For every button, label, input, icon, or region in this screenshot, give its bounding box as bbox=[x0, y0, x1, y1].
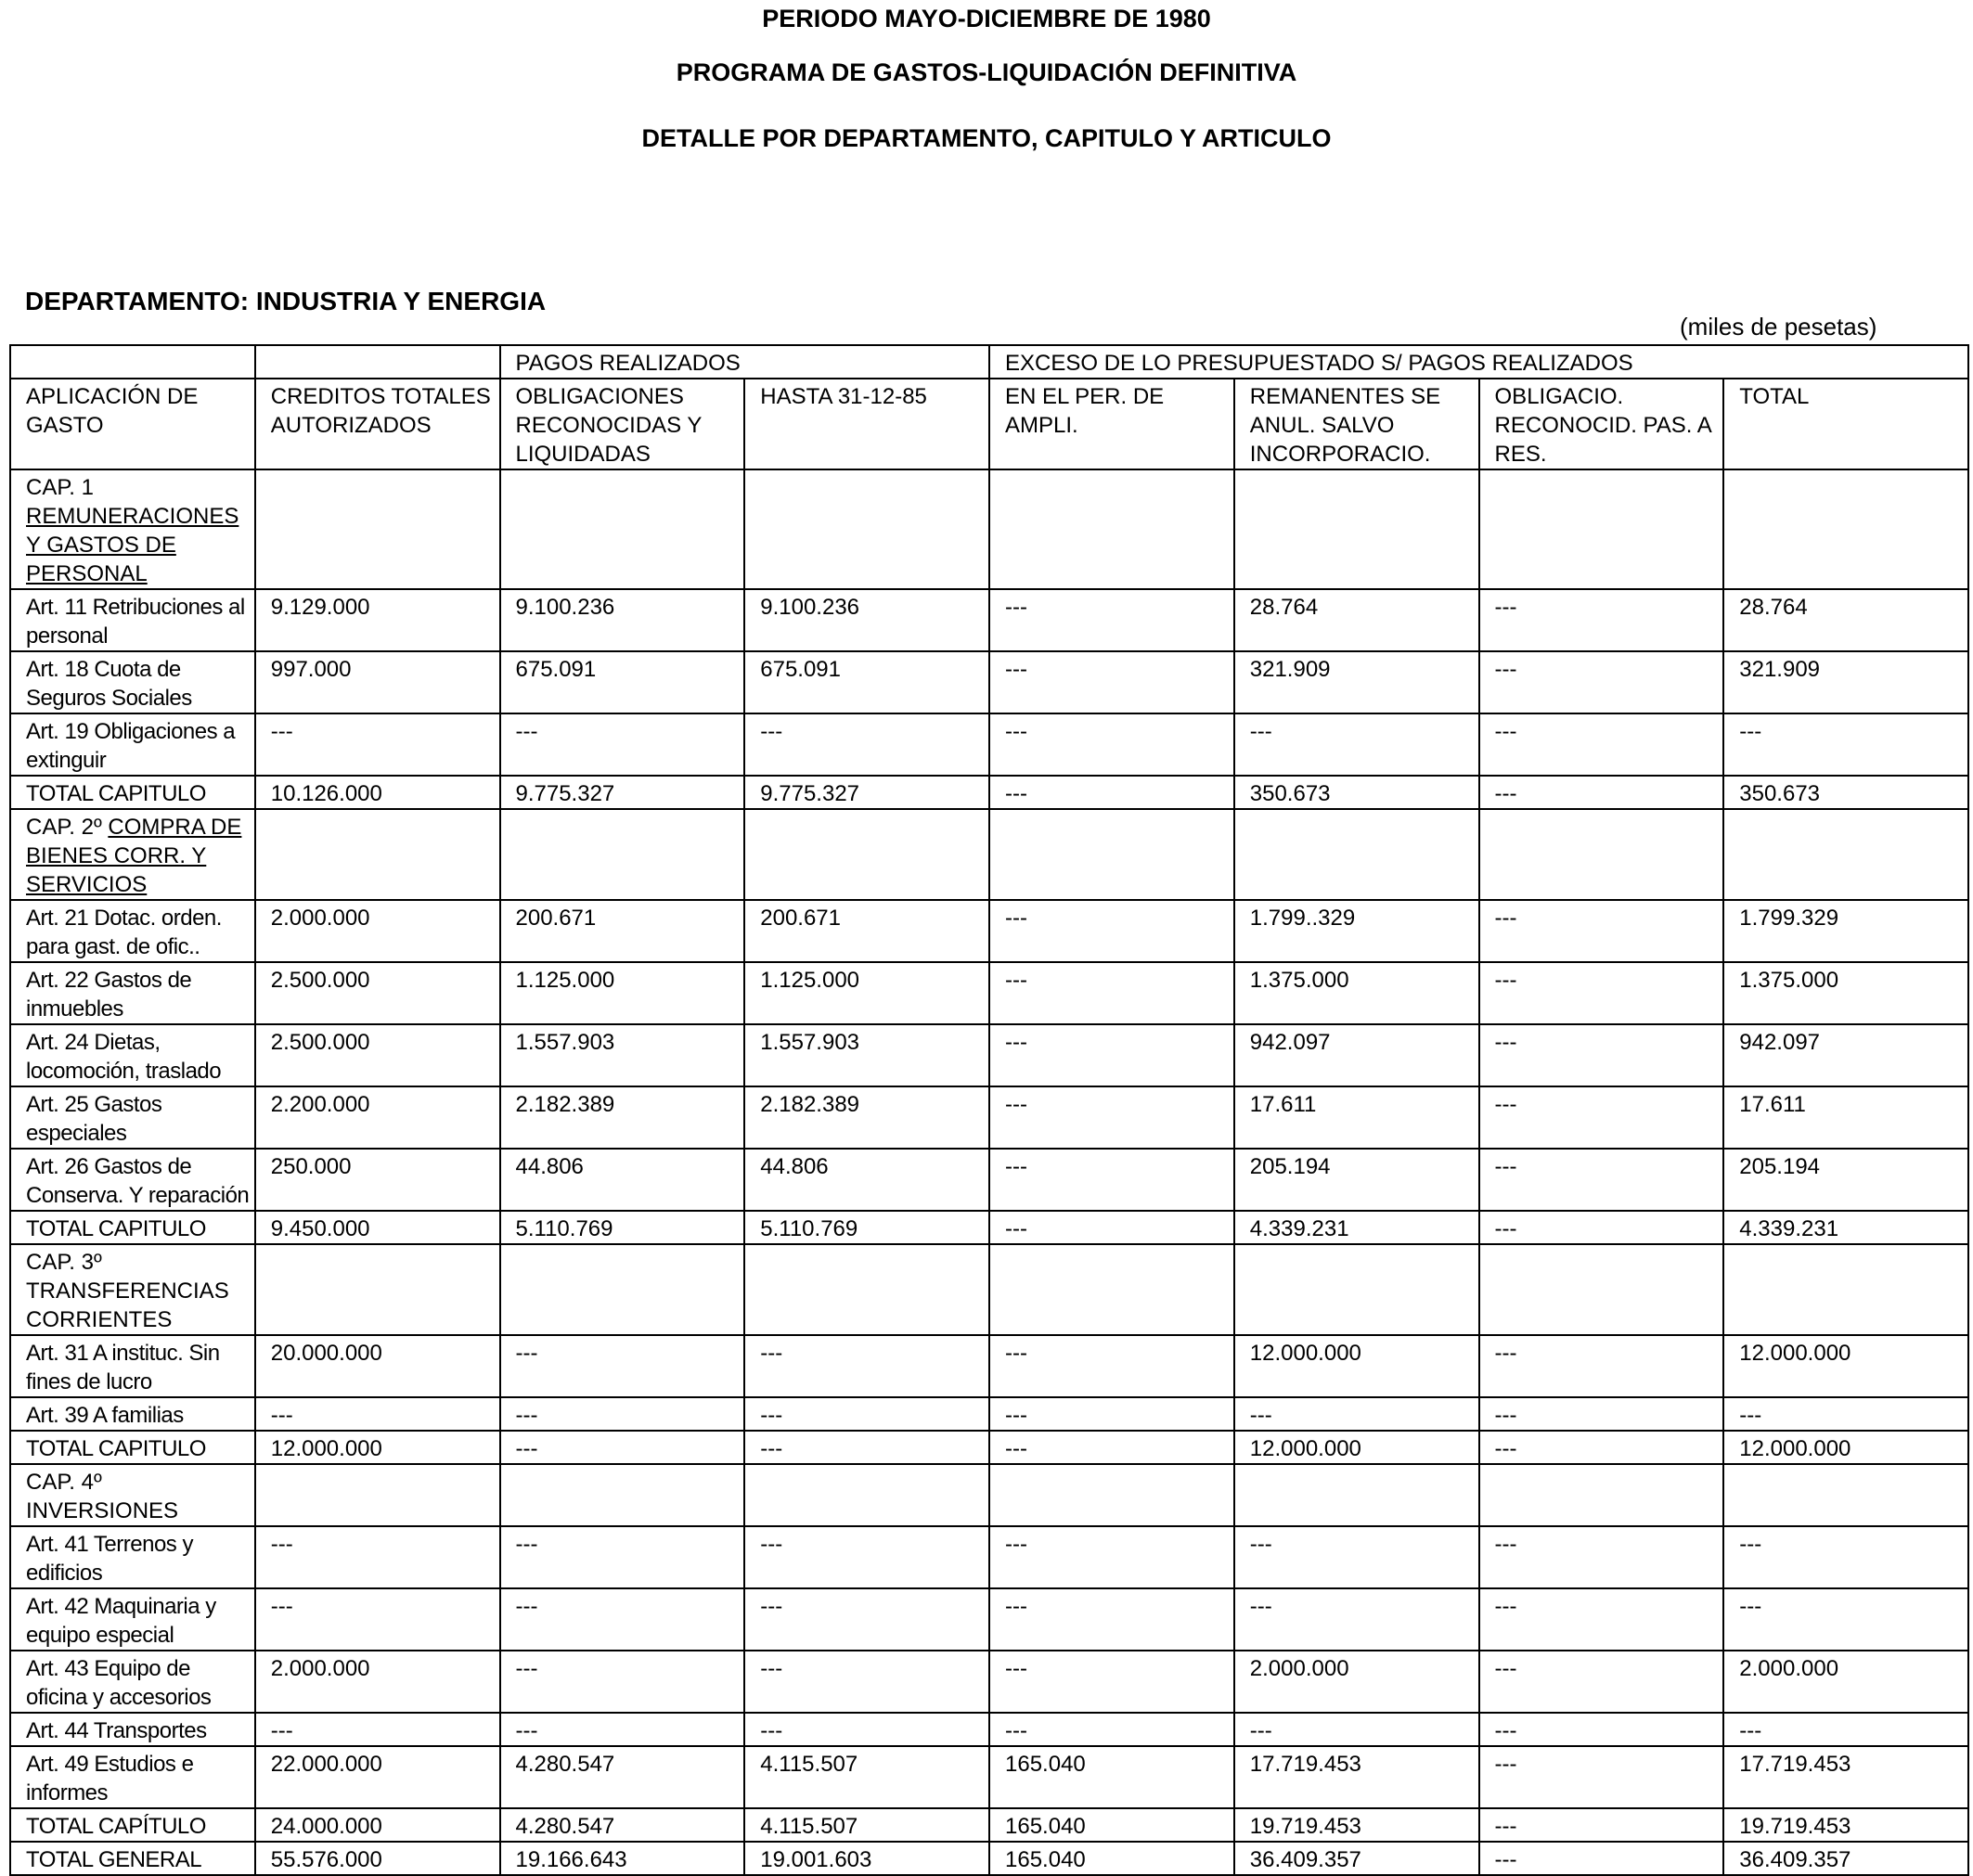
row-label: Art. 39 A familias bbox=[10, 1397, 255, 1431]
empty-cell bbox=[1234, 809, 1479, 900]
article-row bbox=[10, 1588, 1968, 1651]
row-label: TOTAL CAPÍTULO bbox=[10, 1808, 255, 1842]
value-cell: --- bbox=[1479, 1588, 1724, 1651]
value-cell: 2.000.000 bbox=[255, 900, 500, 962]
value-cell: 1.375.000 bbox=[1234, 962, 1479, 1024]
empty-cell bbox=[1234, 1244, 1479, 1335]
value-cell: 36.409.357 bbox=[1723, 1842, 1968, 1875]
value-cell: 19.719.453 bbox=[1723, 1808, 1968, 1842]
chapter-row bbox=[10, 1464, 1968, 1526]
value-cell: --- bbox=[1479, 1713, 1724, 1746]
value-cell: --- bbox=[744, 1713, 989, 1746]
value-cell: --- bbox=[1479, 651, 1724, 713]
value-cell: --- bbox=[1479, 776, 1724, 809]
value-cell: --- bbox=[744, 713, 989, 776]
value-cell: --- bbox=[989, 1211, 1234, 1244]
article-row bbox=[10, 1713, 1968, 1746]
column-header: APLICACIÓN DE GASTO bbox=[10, 379, 255, 469]
value-cell: --- bbox=[1479, 1086, 1724, 1149]
value-cell: --- bbox=[744, 1397, 989, 1431]
value-cell: 321.909 bbox=[1723, 651, 1968, 713]
row-label: Art. 49 Estudios e informes bbox=[10, 1746, 255, 1808]
empty-cell bbox=[1234, 1464, 1479, 1526]
article-row bbox=[10, 1397, 1968, 1431]
chapter-title: COMPRA DE BIENES CORR. Y SERVICIOS bbox=[26, 815, 242, 897]
value-cell: --- bbox=[989, 651, 1234, 713]
value-cell: --- bbox=[500, 713, 745, 776]
value-cell: --- bbox=[1479, 1808, 1724, 1842]
value-cell: 9.775.327 bbox=[744, 776, 989, 809]
row-label: TOTAL CAPITULO bbox=[10, 776, 255, 809]
value-cell: 2.000.000 bbox=[1234, 1651, 1479, 1713]
value-cell: --- bbox=[989, 589, 1234, 651]
value-cell: --- bbox=[1479, 1149, 1724, 1211]
chapter-title: TRANSFERENCIAS CORRIENTES bbox=[26, 1279, 229, 1332]
empty-cell bbox=[1723, 469, 1968, 589]
total-row bbox=[10, 776, 1968, 809]
value-cell: --- bbox=[255, 1588, 500, 1651]
empty-cell bbox=[744, 809, 989, 900]
value-cell: --- bbox=[1479, 713, 1724, 776]
value-cell: 350.673 bbox=[1234, 776, 1479, 809]
value-cell: 12.000.000 bbox=[1234, 1431, 1479, 1464]
group-header-empty bbox=[255, 345, 500, 379]
value-cell: 2.182.389 bbox=[500, 1086, 745, 1149]
value-cell: 2.500.000 bbox=[255, 1024, 500, 1086]
value-cell: 2.182.389 bbox=[744, 1086, 989, 1149]
empty-cell bbox=[744, 1464, 989, 1526]
value-cell: 350.673 bbox=[1723, 776, 1968, 809]
article-row bbox=[10, 1651, 1968, 1713]
row-label: TOTAL CAPITULO bbox=[10, 1211, 255, 1244]
empty-cell bbox=[989, 469, 1234, 589]
value-cell: 165.040 bbox=[989, 1842, 1234, 1875]
value-cell: --- bbox=[500, 1588, 745, 1651]
empty-cell bbox=[989, 1244, 1234, 1335]
row-label: Art. 41 Terrenos y edificios bbox=[10, 1526, 255, 1588]
value-cell: --- bbox=[1479, 962, 1724, 1024]
value-cell: 675.091 bbox=[500, 651, 745, 713]
article-row bbox=[10, 962, 1968, 1024]
group-header-row bbox=[10, 345, 1968, 379]
value-cell: 17.611 bbox=[1234, 1086, 1479, 1149]
value-cell: 997.000 bbox=[255, 651, 500, 713]
value-cell: 28.764 bbox=[1234, 589, 1479, 651]
empty-cell bbox=[1479, 1464, 1724, 1526]
value-cell: --- bbox=[1234, 1526, 1479, 1588]
value-cell: 4.115.507 bbox=[744, 1808, 989, 1842]
value-cell: --- bbox=[1723, 1588, 1968, 1651]
value-cell: 165.040 bbox=[989, 1746, 1234, 1808]
row-label: Art. 24 Dietas, locomoción, traslado bbox=[10, 1024, 255, 1086]
value-cell: 675.091 bbox=[744, 651, 989, 713]
value-cell: --- bbox=[744, 1431, 989, 1464]
value-cell: --- bbox=[989, 1588, 1234, 1651]
value-cell: 12.000.000 bbox=[1723, 1335, 1968, 1397]
value-cell: 205.194 bbox=[1723, 1149, 1968, 1211]
value-cell: 9.450.000 bbox=[255, 1211, 500, 1244]
value-cell: 200.671 bbox=[500, 900, 745, 962]
value-cell: 1.557.903 bbox=[744, 1024, 989, 1086]
row-label: Art. 19 Obligaciones a extinguir bbox=[10, 713, 255, 776]
row-label: TOTAL CAPITULO bbox=[10, 1431, 255, 1464]
chapter-row bbox=[10, 469, 1968, 589]
value-cell: --- bbox=[989, 1397, 1234, 1431]
column-header: HASTA 31-12-85 bbox=[744, 379, 989, 469]
value-cell: 1.125.000 bbox=[500, 962, 745, 1024]
value-cell: --- bbox=[1479, 1335, 1724, 1397]
empty-cell bbox=[1723, 809, 1968, 900]
value-cell: 200.671 bbox=[744, 900, 989, 962]
row-label: Art. 26 Gastos de Conserva. Y reparación bbox=[10, 1149, 255, 1211]
row-label: Art. 11 Retribuciones al personal bbox=[10, 589, 255, 651]
units-note: (miles de pesetas) bbox=[1680, 313, 1877, 341]
article-row bbox=[10, 1086, 1968, 1149]
empty-cell bbox=[1234, 469, 1479, 589]
empty-cell bbox=[1723, 1464, 1968, 1526]
value-cell: --- bbox=[1234, 713, 1479, 776]
value-cell: 1.375.000 bbox=[1723, 962, 1968, 1024]
value-cell: --- bbox=[1723, 1397, 1968, 1431]
value-cell: --- bbox=[255, 1397, 500, 1431]
value-cell: --- bbox=[989, 1431, 1234, 1464]
value-cell: --- bbox=[989, 900, 1234, 962]
value-cell: --- bbox=[989, 1526, 1234, 1588]
article-row bbox=[10, 1746, 1968, 1808]
chapter-label bbox=[10, 1244, 255, 1335]
value-cell: --- bbox=[989, 776, 1234, 809]
value-cell: --- bbox=[1479, 589, 1724, 651]
chapter-row bbox=[10, 809, 1968, 900]
article-row bbox=[10, 589, 1968, 651]
value-cell: 17.719.453 bbox=[1723, 1746, 1968, 1808]
value-cell: --- bbox=[1479, 1431, 1724, 1464]
value-cell: 4.339.231 bbox=[1723, 1211, 1968, 1244]
value-cell: 17.719.453 bbox=[1234, 1746, 1479, 1808]
value-cell: --- bbox=[1479, 1211, 1724, 1244]
value-cell: --- bbox=[744, 1335, 989, 1397]
column-header: CREDITOS TOTALES AUTORIZADOS bbox=[255, 379, 500, 469]
column-header: REMANENTES SE ANUL. SALVO INCORPORACIO. bbox=[1234, 379, 1479, 469]
report-period-title: PERIODO MAYO-DICIEMBRE DE 1980 bbox=[762, 5, 1211, 32]
row-label: Art. 25 Gastos especiales bbox=[10, 1086, 255, 1149]
value-cell: 9.100.236 bbox=[744, 589, 989, 651]
value-cell: 165.040 bbox=[989, 1808, 1234, 1842]
value-cell: 22.000.000 bbox=[255, 1746, 500, 1808]
chapter-label bbox=[10, 1464, 255, 1526]
value-cell: --- bbox=[989, 1335, 1234, 1397]
total-row bbox=[10, 1808, 1968, 1842]
value-cell: 4.280.547 bbox=[500, 1746, 745, 1808]
empty-cell bbox=[1479, 809, 1724, 900]
column-header: OBLIGACIO. RECONOCID. PAS. A RES. bbox=[1479, 379, 1724, 469]
empty-cell bbox=[1479, 1244, 1724, 1335]
article-row bbox=[10, 1149, 1968, 1211]
empty-cell bbox=[1479, 469, 1724, 589]
row-label: Art. 42 Maquinaria y equipo especial bbox=[10, 1588, 255, 1651]
value-cell: 2.200.000 bbox=[255, 1086, 500, 1149]
value-cell: 28.764 bbox=[1723, 589, 1968, 651]
chapter-prefix: CAP. 4º bbox=[26, 1470, 102, 1495]
value-cell: --- bbox=[989, 962, 1234, 1024]
article-row bbox=[10, 900, 1968, 962]
empty-cell bbox=[989, 809, 1234, 900]
value-cell: 4.280.547 bbox=[500, 1808, 745, 1842]
row-label: Art. 22 Gastos de inmuebles bbox=[10, 962, 255, 1024]
value-cell: --- bbox=[255, 713, 500, 776]
value-cell: --- bbox=[255, 1713, 500, 1746]
group-header-empty bbox=[10, 345, 255, 379]
value-cell: 17.611 bbox=[1723, 1086, 1968, 1149]
value-cell: --- bbox=[989, 1149, 1234, 1211]
article-row bbox=[10, 651, 1968, 713]
column-header: EN EL PER. DE AMPLI. bbox=[989, 379, 1234, 469]
value-cell: --- bbox=[500, 1526, 745, 1588]
row-label: Art. 44 Transportes bbox=[10, 1713, 255, 1746]
total-row bbox=[10, 1431, 1968, 1464]
empty-cell bbox=[744, 469, 989, 589]
value-cell: 12.000.000 bbox=[1723, 1431, 1968, 1464]
total-row bbox=[10, 1211, 1968, 1244]
article-row bbox=[10, 1024, 1968, 1086]
value-cell: 321.909 bbox=[1234, 651, 1479, 713]
empty-cell bbox=[744, 1244, 989, 1335]
expense-table-body bbox=[10, 345, 1968, 1875]
value-cell: --- bbox=[1479, 1746, 1724, 1808]
value-cell: --- bbox=[500, 1397, 745, 1431]
empty-cell bbox=[500, 1464, 745, 1526]
value-cell: 4.115.507 bbox=[744, 1746, 989, 1808]
column-header: TOTAL bbox=[1723, 379, 1968, 469]
value-cell: 942.097 bbox=[1723, 1024, 1968, 1086]
value-cell: 24.000.000 bbox=[255, 1808, 500, 1842]
value-cell: 5.110.769 bbox=[500, 1211, 745, 1244]
value-cell: --- bbox=[1723, 1713, 1968, 1746]
value-cell: 12.000.000 bbox=[255, 1431, 500, 1464]
value-cell: 20.000.000 bbox=[255, 1335, 500, 1397]
chapter-prefix: CAP. 3º bbox=[26, 1250, 102, 1275]
chapter-prefix: CAP. 2º bbox=[26, 815, 102, 840]
row-label: Art. 31 A instituc. Sin fines de lucro bbox=[10, 1335, 255, 1397]
value-cell: 2.000.000 bbox=[255, 1651, 500, 1713]
empty-cell bbox=[500, 1244, 745, 1335]
value-cell: --- bbox=[255, 1526, 500, 1588]
value-cell: --- bbox=[1723, 713, 1968, 776]
group-header-pagos: PAGOS REALIZADOS bbox=[500, 345, 990, 379]
value-cell: --- bbox=[744, 1651, 989, 1713]
value-cell: --- bbox=[989, 1024, 1234, 1086]
group-header-exceso: EXCESO DE LO PRESUPUESTADO S/ PAGOS REALIZADOS bbox=[989, 345, 1968, 379]
empty-cell bbox=[1723, 1244, 1968, 1335]
value-cell: 205.194 bbox=[1234, 1149, 1479, 1211]
empty-cell bbox=[500, 469, 745, 589]
value-cell: 9.775.327 bbox=[500, 776, 745, 809]
value-cell: --- bbox=[500, 1335, 745, 1397]
value-cell: 10.126.000 bbox=[255, 776, 500, 809]
total-row bbox=[10, 1842, 1968, 1875]
value-cell: --- bbox=[1723, 1526, 1968, 1588]
value-cell: 5.110.769 bbox=[744, 1211, 989, 1244]
value-cell: 12.000.000 bbox=[1234, 1335, 1479, 1397]
empty-cell bbox=[255, 1464, 500, 1526]
value-cell: 942.097 bbox=[1234, 1024, 1479, 1086]
value-cell: --- bbox=[500, 1713, 745, 1746]
value-cell: 250.000 bbox=[255, 1149, 500, 1211]
value-cell: 44.806 bbox=[744, 1149, 989, 1211]
value-cell: --- bbox=[1234, 1588, 1479, 1651]
expense-table bbox=[9, 344, 1969, 1876]
value-cell: --- bbox=[1479, 1024, 1724, 1086]
column-header: OBLIGACIONES RECONOCIDAS Y LIQUIDADAS bbox=[500, 379, 745, 469]
value-cell: 2.000.000 bbox=[1723, 1651, 1968, 1713]
value-cell: --- bbox=[989, 1713, 1234, 1746]
chapter-label bbox=[10, 469, 255, 589]
value-cell: --- bbox=[1234, 1713, 1479, 1746]
value-cell: --- bbox=[744, 1526, 989, 1588]
value-cell: --- bbox=[1479, 900, 1724, 962]
empty-cell bbox=[500, 809, 745, 900]
value-cell: --- bbox=[989, 713, 1234, 776]
value-cell: --- bbox=[1479, 1526, 1724, 1588]
value-cell: --- bbox=[1479, 1651, 1724, 1713]
value-cell: 36.409.357 bbox=[1234, 1842, 1479, 1875]
report-detail-title: DETALLE POR DEPARTAMENTO, CAPITULO Y ARTICULO bbox=[641, 124, 1332, 152]
value-cell: --- bbox=[500, 1431, 745, 1464]
value-cell: --- bbox=[989, 1651, 1234, 1713]
article-row bbox=[10, 1526, 1968, 1588]
column-header-row bbox=[10, 379, 1968, 469]
value-cell: 1.557.903 bbox=[500, 1024, 745, 1086]
value-cell: 19.719.453 bbox=[1234, 1808, 1479, 1842]
value-cell: 2.500.000 bbox=[255, 962, 500, 1024]
value-cell: 4.339.231 bbox=[1234, 1211, 1479, 1244]
article-row bbox=[10, 713, 1968, 776]
empty-cell bbox=[255, 1244, 500, 1335]
article-row bbox=[10, 1335, 1968, 1397]
value-cell: 19.001.603 bbox=[744, 1842, 989, 1875]
chapter-prefix: CAP. 1 bbox=[26, 475, 94, 500]
chapter-label bbox=[10, 809, 255, 900]
value-cell: 9.100.236 bbox=[500, 589, 745, 651]
department-heading: DEPARTAMENTO: INDUSTRIA Y ENERGIA bbox=[25, 287, 547, 315]
value-cell: 19.166.643 bbox=[500, 1842, 745, 1875]
value-cell: 1.799.329 bbox=[1723, 900, 1968, 962]
value-cell: --- bbox=[500, 1651, 745, 1713]
value-cell: --- bbox=[744, 1588, 989, 1651]
value-cell: 55.576.000 bbox=[255, 1842, 500, 1875]
value-cell: --- bbox=[1234, 1397, 1479, 1431]
row-label: Art. 18 Cuota de Seguros Sociales bbox=[10, 651, 255, 713]
value-cell: 9.129.000 bbox=[255, 589, 500, 651]
empty-cell bbox=[255, 809, 500, 900]
value-cell: 1.125.000 bbox=[744, 962, 989, 1024]
value-cell: 44.806 bbox=[500, 1149, 745, 1211]
chapter-row bbox=[10, 1244, 1968, 1335]
empty-cell bbox=[255, 469, 500, 589]
report-program-title: PROGRAMA DE GASTOS-LIQUIDACIÓN DEFINITIVA bbox=[676, 58, 1297, 86]
row-label: Art. 43 Equipo de oficina y accesorios bbox=[10, 1651, 255, 1713]
row-label: Art. 21 Dotac. orden. para gast. de ofic.. bbox=[10, 900, 255, 962]
value-cell: 1.799..329 bbox=[1234, 900, 1479, 962]
chapter-title: REMUNERACIONES Y GASTOS DE PERSONAL bbox=[26, 504, 239, 586]
value-cell: --- bbox=[989, 1086, 1234, 1149]
chapter-title: INVERSIONES bbox=[26, 1498, 179, 1523]
value-cell: --- bbox=[1479, 1842, 1724, 1875]
empty-cell bbox=[989, 1464, 1234, 1526]
value-cell: --- bbox=[1479, 1397, 1724, 1431]
row-label: TOTAL GENERAL bbox=[10, 1842, 255, 1875]
